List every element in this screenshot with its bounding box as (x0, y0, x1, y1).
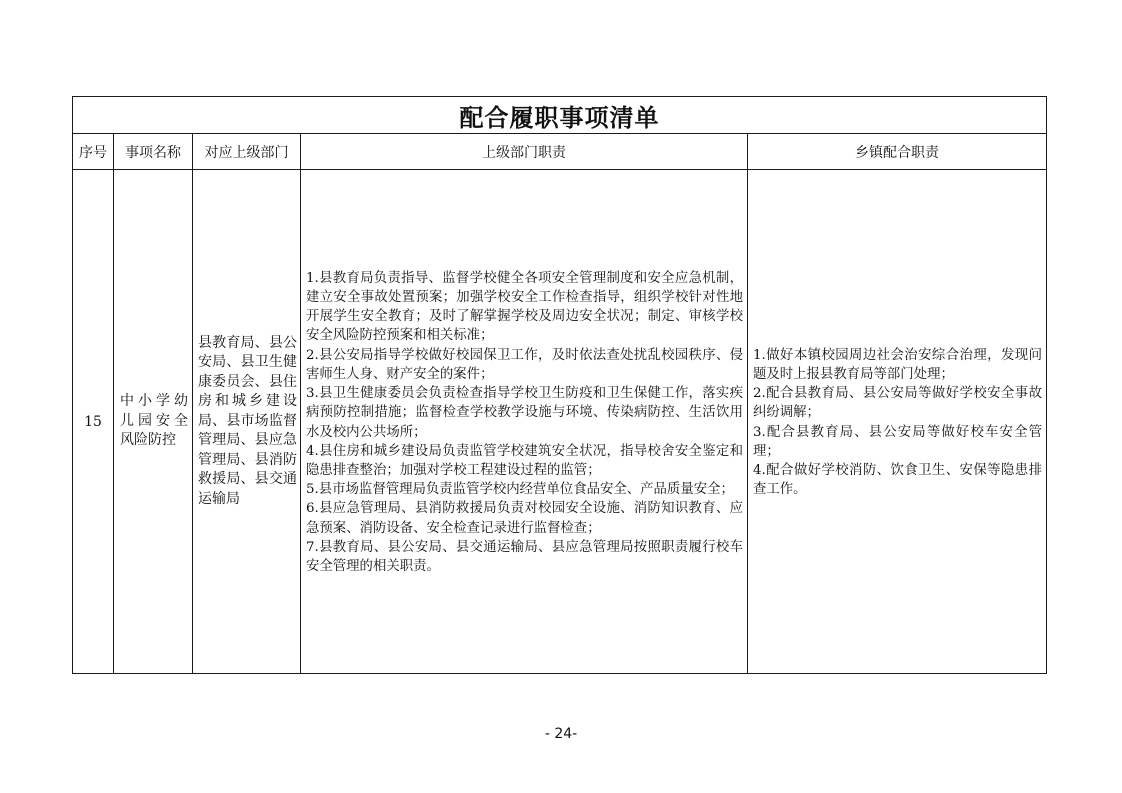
superior-duty-item: 5.县市场监督管理局负责监管学校内经营单位食品安全、产品质量安全； (306, 482, 734, 498)
table-title: 配合履职事项清单 (459, 103, 660, 132)
superior-duty-item: 4.县住房和城乡建设局负责监管学校建筑安全状况，指导校舍安全鉴定和隐患排查整治；加强对学校工程建设过程的监管； (306, 443, 743, 478)
row-departments: 县教育局、县公安局、县卫生健康委员会、县住房和城乡建设局、县市场监督管理局、县应急管理局、县消防救援局、县交通运输局 (198, 334, 297, 507)
township-duty-item: 1.做好本镇校园周边社会治安综合治理，发现问题及时上报县教育局等部门处理； (753, 347, 1042, 382)
superior-duty-item: 7.县教育局、县公安局、县交通运输局、县应急管理局按照职责履行校车安全管理的相关职责。 (306, 539, 743, 574)
header-item-name: 事项名称 (114, 134, 193, 169)
table-row (73, 170, 1046, 673)
header-index: 序号 (73, 134, 114, 169)
row-departments-cell (193, 170, 301, 673)
row-township-duties-cell (748, 170, 1046, 673)
superior-duty-item: 6.县应急管理局、县消防救援局负责对校园安全设施、消防知识教育、应急预案、消防设备、安全检查记录进行监督检查； (306, 501, 743, 536)
superior-duty-item: 2.县公安局指导学校做好校园保卫工作，及时依法查处扰乱校园秩序、侵害师生人身、财产安全的案件； (306, 347, 743, 382)
page-number: - 24- (544, 726, 578, 742)
duty-table (72, 96, 1047, 674)
row-superior-duties-cell (301, 170, 748, 673)
township-duties-list (748, 344, 1046, 500)
superior-duties-list (301, 267, 747, 576)
township-duty-item: 3.配合县教育局、县公安局等做好校车安全管理； (753, 424, 1042, 459)
township-duty-item: 2.配合县教育局、县公安局等做好学校安全事故纠纷调解； (753, 386, 1042, 421)
row-item-name: 中小学幼儿园安全风险防控 (120, 393, 188, 449)
header-superior-department: 对应上级部门 (193, 134, 301, 169)
header-township-duties: 乡镇配合职责 (855, 144, 939, 161)
row-index-cell (73, 170, 114, 673)
table-title-row (73, 97, 1046, 134)
row-index: 15 (84, 413, 102, 430)
township-duty-item: 4.配合做好学校消防、饮食卫生、安保等隐患排查工作。 (753, 462, 1042, 498)
row-item-name-cell (114, 170, 193, 673)
superior-duty-item: 3.县卫生健康委员会负责检查指导学校卫生防疫和卫生保健工作，落实疾病预防控制措施；监督检查学校教学设施与环境、传染病防控、生活饮用水及校内公共场所； (306, 386, 743, 440)
superior-duty-item: 1.县教育局负责指导、监督学校健全各项安全管理制度和安全应急机制，建立安全事故处置预案；加强学校安全工作检查指导，组织学校针对性地开展学生安全教育；及时了解掌握学校及周边安全状况；制定、审核学校安全风险防控预案和相关标准； (306, 270, 743, 344)
header-superior-duties: 上级部门职责 (301, 134, 748, 169)
table-header-row (73, 134, 1046, 170)
